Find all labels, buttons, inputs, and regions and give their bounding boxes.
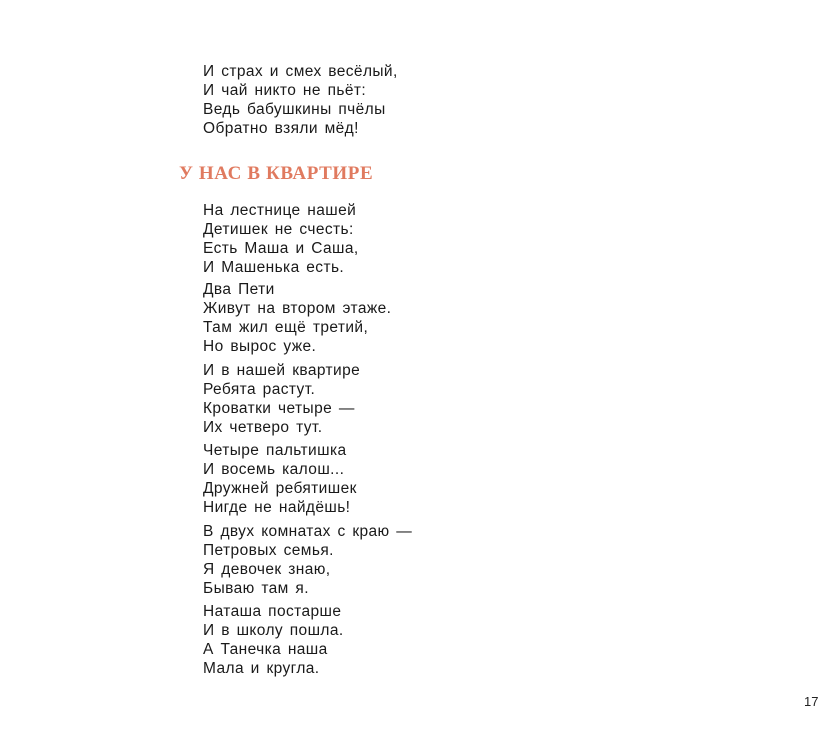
- stanza-line: Но вырос уже.: [203, 338, 317, 355]
- stanza-line: Четыре пальтишка: [203, 442, 347, 459]
- stanza-line: Я девочек знаю,: [203, 561, 331, 578]
- poem-title: У НАС В КВАРТИРЕ: [179, 163, 374, 184]
- stanza-4: [203, 441, 357, 517]
- stanza-line: Там жил ещё третий,: [203, 319, 369, 336]
- stanza-line: И восемь калош...: [203, 461, 345, 478]
- stanza-line: Есть Маша и Саша,: [203, 240, 359, 257]
- stanza-line: Ведь бабушкины пчёлы: [203, 101, 386, 118]
- stanza-line: Обратно взяли мёд!: [203, 120, 359, 137]
- stanza-line: Дружней ребятишек: [203, 480, 357, 497]
- stanza-line: И Машенька есть.: [203, 259, 345, 276]
- stanza-line: Петровых семья.: [203, 542, 334, 559]
- stanza-line: И чай никто не пьёт:: [203, 82, 367, 99]
- stanza-line: А Танечка наша: [203, 641, 328, 658]
- page-number-value: 17: [804, 694, 818, 709]
- stanza-line: Ребята растут.: [203, 381, 316, 398]
- stanza-3: [203, 361, 360, 437]
- stanza-6: [203, 602, 344, 678]
- stanza-line: Мала и кругла.: [203, 660, 320, 677]
- stanza-5: [203, 522, 412, 598]
- page-number: [0, 694, 818, 709]
- stanza-line: Детишек не счесть:: [203, 221, 354, 238]
- stanza-line: Бываю там я.: [203, 580, 309, 597]
- stanza-line: И в нашей квартире: [203, 362, 361, 379]
- stanza-line: Два Пети: [203, 281, 275, 298]
- stanza-line: Кроватки четыре —: [203, 400, 355, 417]
- intro-stanza: [203, 62, 398, 138]
- stanza-line: Живут на втором этаже.: [203, 300, 392, 317]
- stanza-line: Наташа постарше: [203, 603, 342, 620]
- stanza-line: В двух комнатах с краю —: [203, 523, 413, 540]
- stanza-2: [203, 280, 391, 356]
- stanza-line: Нигде не найдёшь!: [203, 499, 351, 516]
- stanza-1: [203, 201, 359, 277]
- stanza-line: И в школу пошла.: [203, 622, 344, 639]
- stanza-line: И страх и смех весёлый,: [203, 63, 398, 80]
- stanza-line: На лестнице нашей: [203, 202, 357, 219]
- stanza-line: Их четверо тут.: [203, 419, 323, 436]
